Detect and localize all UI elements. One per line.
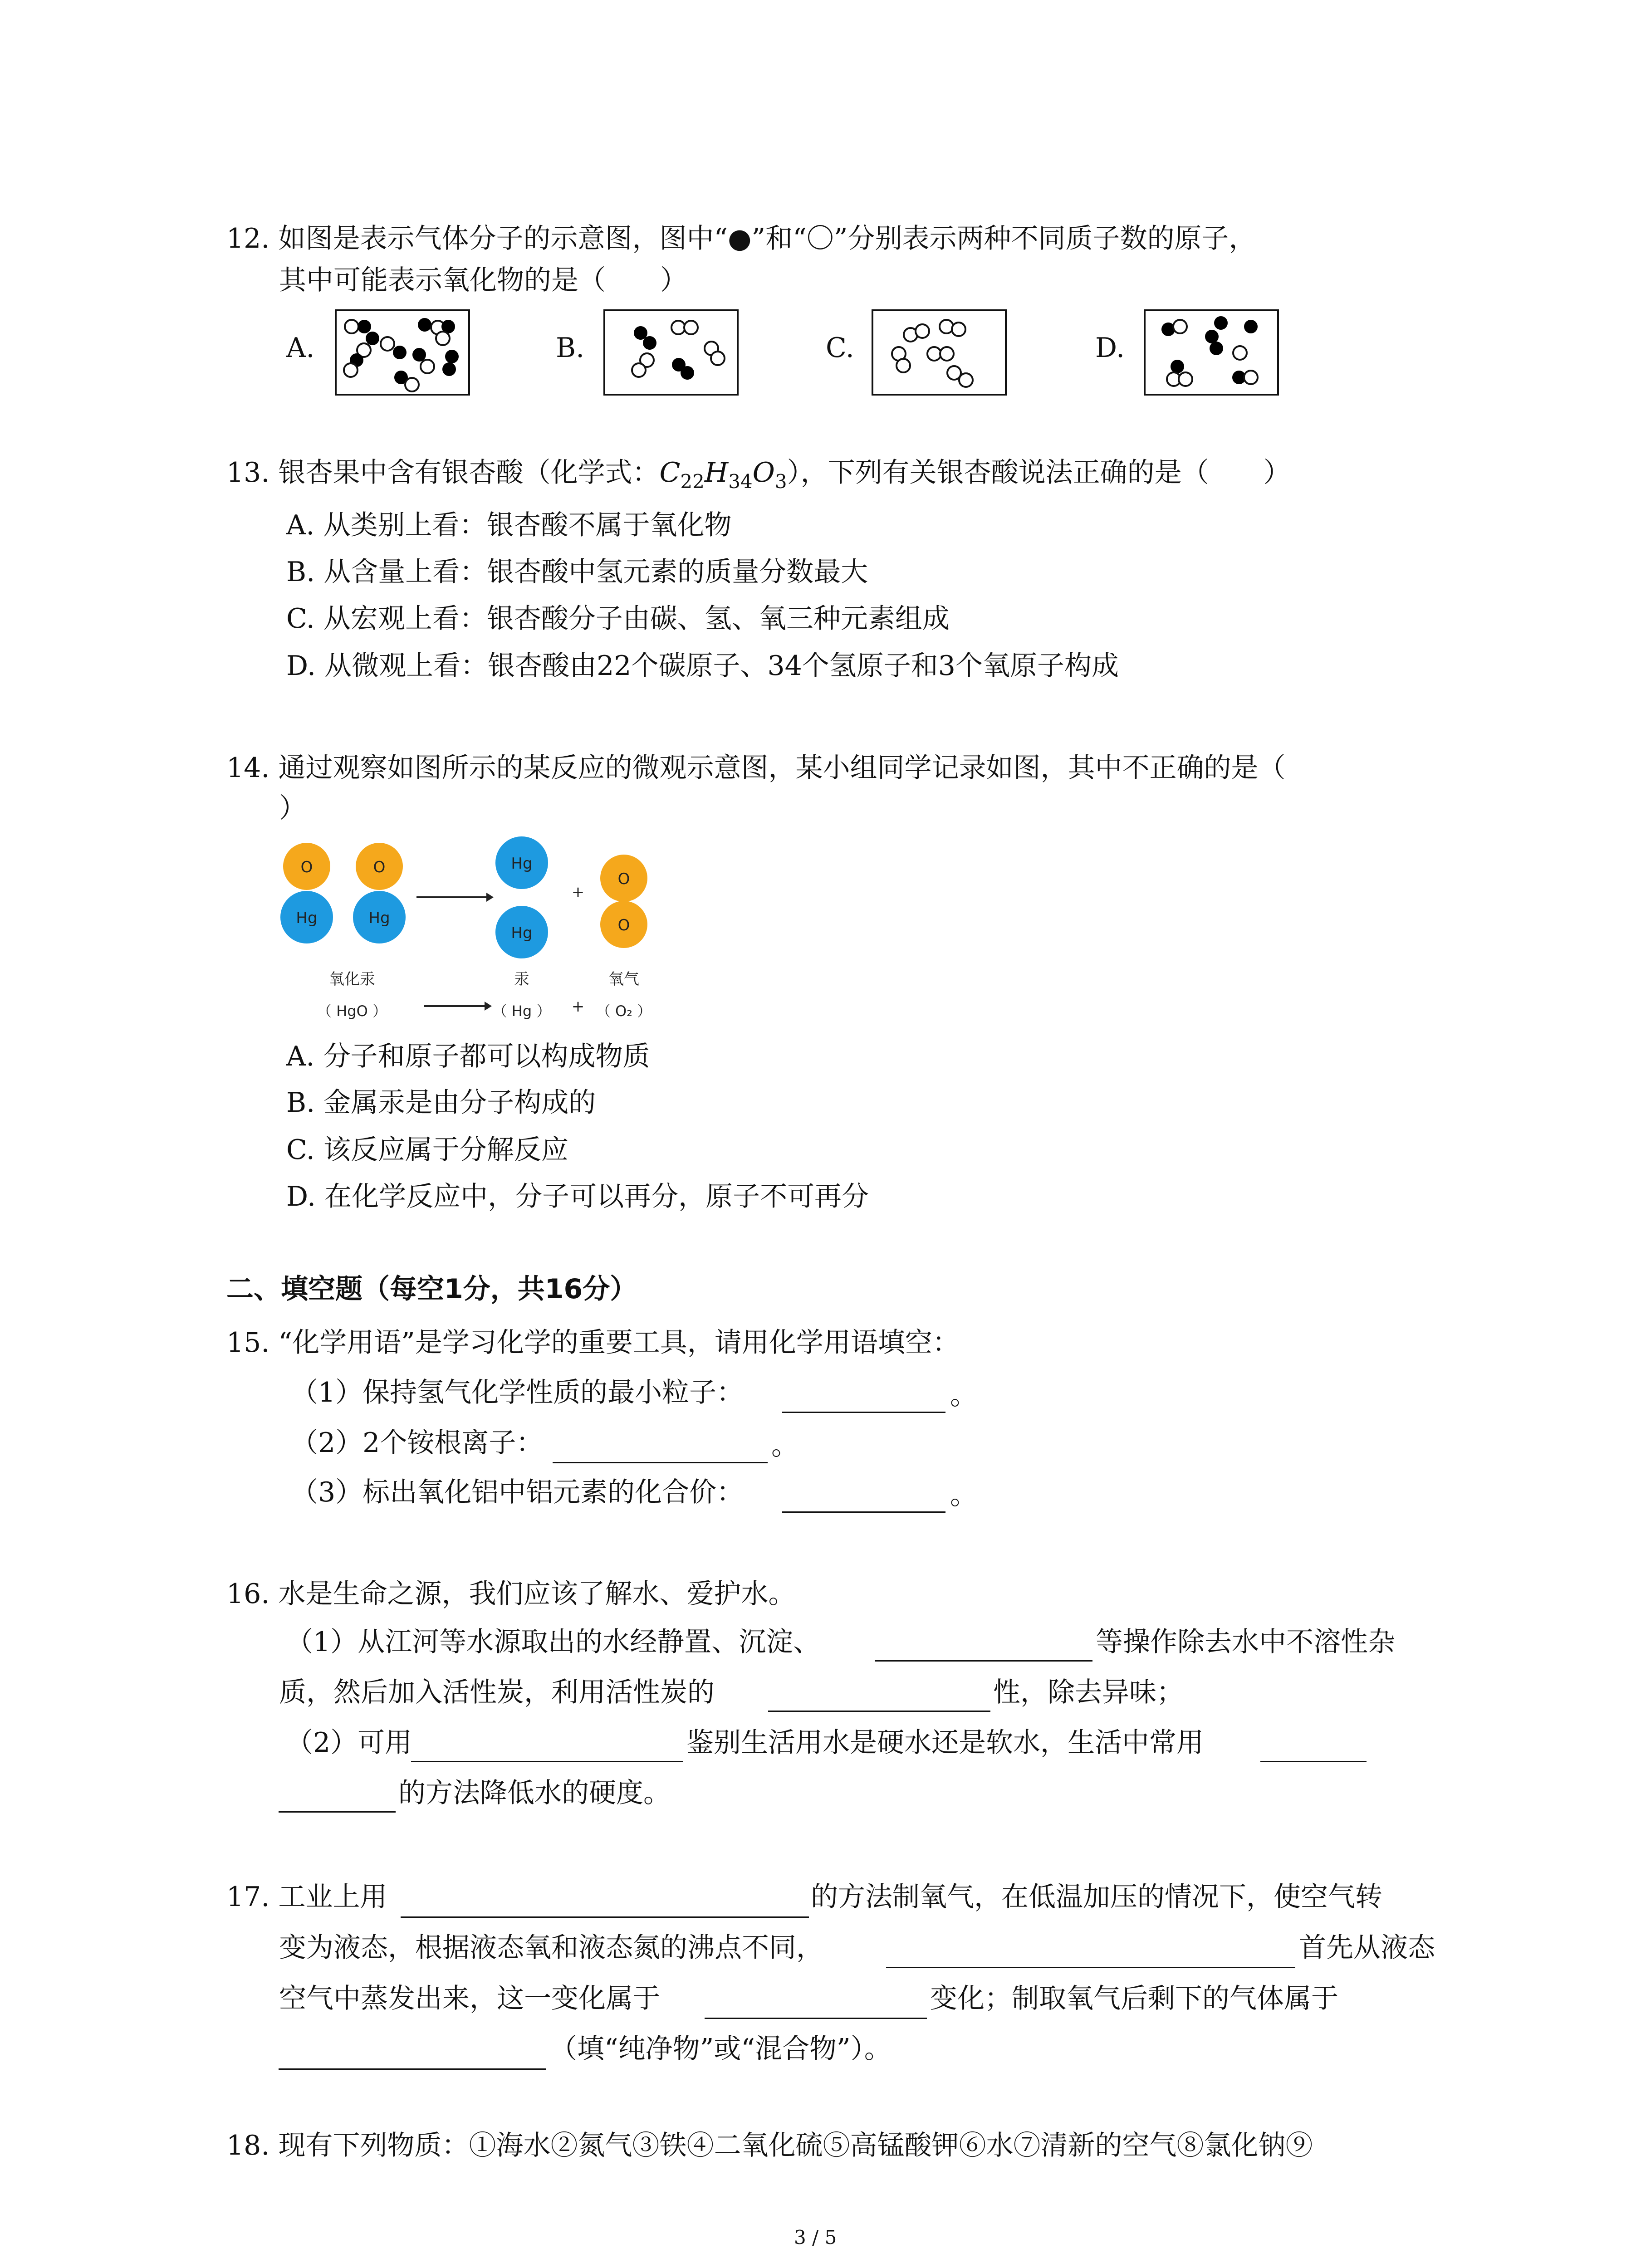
hgo-hg-label-1: Hg xyxy=(296,909,318,927)
q17-line4: （填“纯净物”或“混合物”）。 xyxy=(550,2033,892,2065)
q17-line2-end: 首先从液态 xyxy=(1299,1932,1435,1964)
o2-o-label-2: O xyxy=(617,916,630,934)
q17-type-blank[interactable] xyxy=(279,2068,546,2070)
q13-prefix: 13. 银杏果中含有银杏酸（化学式： xyxy=(226,457,660,489)
reaction-plus-top: + xyxy=(571,883,585,901)
q16-line1-start: （1）从江河等水源取出的水经静置、沉淀、 xyxy=(286,1626,821,1658)
q17-change-blank[interactable] xyxy=(705,2018,927,2019)
q17-method-blank[interactable] xyxy=(401,1916,809,1918)
q13-formula-h: H xyxy=(704,457,729,489)
q15-part1-end: 。 xyxy=(950,1379,977,1411)
q16-line3-start: （2）可用 xyxy=(286,1727,412,1759)
q14-option-a: A. 分子和原子都可以构成物质 xyxy=(286,1041,650,1072)
hg-name: 汞 xyxy=(514,970,529,988)
q13-option-a: A. 从类别上看：银杏酸不属于氧化物 xyxy=(286,509,732,541)
product-hg-label-1: Hg xyxy=(511,855,533,873)
hgo-hg-label-2: Hg xyxy=(368,909,390,927)
hgo-o-label-1: O xyxy=(300,858,313,876)
q15-part1: （1）保持氢气化学性质的最小粒子： xyxy=(291,1377,744,1408)
product-hg-label-2: Hg xyxy=(511,924,533,942)
q15-part1-blank[interactable] xyxy=(782,1412,945,1413)
q12-figure-b xyxy=(603,309,739,396)
q14-option-c: C. 该反应属于分解反应 xyxy=(286,1134,568,1166)
reaction-plus-bottom: + xyxy=(571,997,585,1016)
o2-formula: （ O₂ ） xyxy=(596,1002,652,1020)
q17-line1-start: 17. 工业上用 xyxy=(226,1881,387,1913)
q15-part3-blank[interactable] xyxy=(782,1511,945,1513)
q16-line3-end: 鉴别生活用水是硬水还是软水，生活中常用 xyxy=(686,1727,1204,1759)
q17-line2-start: 变为液态，根据液态氧和液态氮的沸点不同， xyxy=(279,1932,823,1964)
hgo-name: 氧化汞 xyxy=(329,970,375,988)
q17-gas-blank[interactable] xyxy=(886,1967,1295,1968)
q16-reagent-blank[interactable] xyxy=(411,1761,683,1762)
o2-o-label-1: O xyxy=(617,870,630,888)
q17-line1-end: 的方法制氧气，在低温加压的情况下，使空气转 xyxy=(811,1881,1382,1913)
q14-option-d: D. 在化学反应中，分子可以再分，原子不可再分 xyxy=(286,1181,869,1212)
q15-part3: （3）标出氧化铝中铝元素的化合价： xyxy=(291,1476,744,1508)
q16-line4: 的方法降低水的硬度。 xyxy=(398,1777,671,1809)
q12-option-d-label: D. xyxy=(1095,332,1125,364)
q13-option-b: B. 从含量上看：银杏酸中氢元素的质量分数最大 xyxy=(286,556,868,588)
q13-formula-h-sub: 34 xyxy=(728,470,753,493)
o2-name: 氧气 xyxy=(608,970,639,988)
q13-stem xyxy=(226,459,1291,491)
page-number: 3 / 5 xyxy=(794,2226,837,2248)
hg-formula: （ Hg ） xyxy=(492,1002,551,1020)
q15-stem: 15. “化学用语”是学习化学的重要工具，请用化学用语填空： xyxy=(226,1327,960,1359)
reaction-arrow-head xyxy=(486,893,494,902)
q12-option-a-label: A. xyxy=(286,332,315,364)
hgo-formula: （ HgO ） xyxy=(317,1002,387,1020)
q14-line2: ） xyxy=(279,792,306,824)
q15-part2-blank[interactable] xyxy=(553,1462,768,1463)
q13-formula-o: O xyxy=(752,457,775,489)
q16-line2-start: 质，然后加入活性炭，利用活性炭的 xyxy=(279,1677,715,1708)
hgo-o-label-2: O xyxy=(373,858,386,876)
q12-figure-d xyxy=(1144,309,1279,396)
q14-line1: 14. 通过观察如图所示的某反应的微观示意图，某小组同学记录如图，其中不正确的是（ xyxy=(226,752,1286,784)
q16-filter-blank[interactable] xyxy=(875,1660,1092,1662)
q12-figure-c xyxy=(872,309,1007,396)
q16-method-blank-b[interactable] xyxy=(279,1811,396,1813)
q13-formula-c-sub: 22 xyxy=(680,470,705,493)
q17-line3-start: 空气中蒸发出来，这一变化属于 xyxy=(279,1983,660,2014)
q13-suffix: ），下列有关银杏酸说法正确的是（ ） xyxy=(787,457,1291,489)
q13-formula-c: C xyxy=(659,457,681,489)
q14-reaction-diagram xyxy=(272,835,662,1034)
q13-option-d: D. 从微观上看：银杏酸由22个碳原子、34个氢原子和3个氧原子构成 xyxy=(286,650,1119,682)
q12-option-c-label: C. xyxy=(826,332,854,364)
q13-option-c: C. 从宏观上看：银杏酸分子由碳、氢、氧三种元素组成 xyxy=(286,603,950,635)
q16-adsorb-blank[interactable] xyxy=(768,1711,990,1712)
q15-part3-end: 。 xyxy=(950,1479,977,1511)
q16-line2-end: 性，除去异味； xyxy=(993,1677,1184,1708)
q16-method-blank-a[interactable] xyxy=(1260,1761,1367,1762)
q16-stem: 16. 水是生命之源，我们应该了解水、爱护水。 xyxy=(226,1578,796,1610)
q16-line1-end: 等操作除去水中不溶性杂 xyxy=(1096,1626,1395,1658)
q17-line3-end: 变化；制取氧气后剩下的气体属于 xyxy=(930,1983,1338,2014)
q12-line2: 其中可能表示氧化物的是（ ） xyxy=(279,264,687,296)
q15-part2-end: 。 xyxy=(771,1430,798,1461)
q12-figure-a xyxy=(335,309,470,396)
q13-formula-o-sub: 3 xyxy=(774,470,787,493)
q18-line1: 18. 现有下列物质：①海水②氮气③铁④二氧化硫⑤高锰酸钾⑥水⑦清新的空气⑧氯化钠⑨ xyxy=(226,2130,1313,2161)
q15-part2: （2）2个铵根离子： xyxy=(291,1427,544,1459)
q14-option-b: B. 金属汞是由分子构成的 xyxy=(286,1087,596,1119)
section-title: 二、填空题（每空1分，共16分） xyxy=(226,1273,637,1305)
reaction-arrow-head-bottom xyxy=(485,1002,492,1011)
q12-line1: 12. 如图是表示气体分子的示意图，图中“●”和“〇”分别表示两种不同质子数的原子， xyxy=(226,223,1256,254)
q12-option-b-label: B. xyxy=(556,332,585,364)
